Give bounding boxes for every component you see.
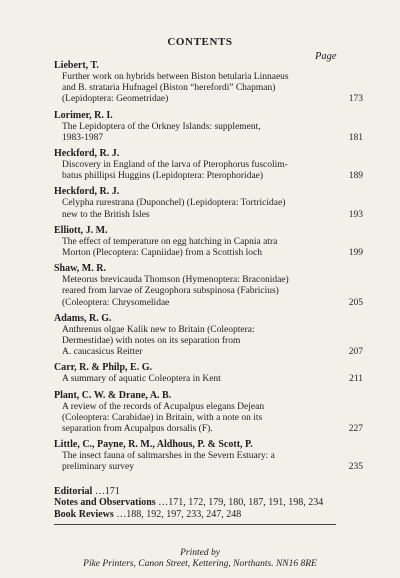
entry-page-number: 199: [348, 248, 363, 259]
entry-title-line: 1983-1987: [62, 132, 104, 143]
contents-entry: [54, 186, 363, 220]
misc-row: [54, 497, 336, 508]
contents-entry: [54, 224, 363, 259]
entry-title-line: reared from larvae of Zeugophora subspinosa (Fabricius): [62, 286, 279, 297]
contents-entry: [54, 362, 363, 385]
entry-page-number: 189: [348, 171, 363, 182]
misc-sections: [54, 486, 336, 520]
entry-title-line: Dermestidae) with notes on its separation from: [62, 336, 241, 347]
entry-title-line: A summary of aquatic Coleoptera in Kent: [62, 374, 221, 385]
entry-title-line: (Coleoptera: Carabidae) in Britain, with a note on its: [62, 412, 263, 423]
entry-title-line: preliminary survey: [62, 462, 135, 473]
entry-page-number: 207: [348, 347, 363, 358]
entry-author: Adams, R. G.: [54, 312, 112, 324]
entry-title-line: A review of the records of Acupalpus elegans Dejean: [62, 401, 265, 412]
entry-author: Plant, C. W. & Drane, A. B.: [54, 389, 172, 401]
entry-title-line: The insect fauna of saltmarshes in the Severn Estuary: a: [62, 451, 275, 462]
entry-author: Carr, R. & Philp, E. G.: [54, 362, 152, 374]
contents-entry: [54, 312, 363, 359]
contents-entry: [54, 60, 363, 106]
entry-author: Lorimer, R. I.: [54, 109, 113, 121]
contents-entry: [54, 109, 363, 144]
entry-page-number: 227: [348, 424, 363, 435]
entry-title-line: Celypha rurestrana (Duponchel) (Lepidoptera: Tortricidae): [62, 198, 286, 209]
leader-dots: …: [92, 486, 105, 497]
entry-author: Shaw, M. R.: [54, 263, 106, 275]
entry-title-line: Morton (Plecoptera: Capniidae) from a Scottish loch: [62, 248, 262, 259]
divider-rule: [54, 524, 336, 525]
entry-title-line: separation from Acupalpus dorsalis (F).: [62, 424, 213, 435]
contents-entry: [54, 263, 363, 309]
contents-heading: CONTENTS: [167, 36, 233, 48]
entry-title-line: The Lepidoptera of the Orkney Islands: supplement,: [62, 121, 261, 132]
entry-title-line: Anthrenus olgae Kalik new to Britain (Coleoptera:: [62, 324, 255, 335]
contents-list: [54, 60, 363, 478]
printer-line-1: Printed by: [180, 548, 220, 558]
misc-pages: 171: [104, 486, 120, 497]
misc-pages: 188, 192, 197, 233, 247, 248: [126, 508, 242, 520]
contents-entry: [54, 148, 363, 182]
leader-dots: …: [155, 497, 169, 509]
entry-title-line: Further work on hybrids between Biston betularia Linnaeus: [62, 72, 289, 82]
misc-label: Book Reviews: [54, 508, 114, 520]
entry-author: Heckford, R. J.: [54, 186, 120, 198]
contents-entry: [54, 389, 363, 436]
misc-label: Notes and Observations: [54, 497, 156, 509]
entry-page-number: 173: [348, 94, 363, 105]
misc-row: [54, 486, 336, 497]
entry-title-line: (Coleoptera: Chrysomelidae: [62, 297, 170, 308]
entry-title-line: batus phillipsi Huggins (Lepidoptera: Pterophoridae): [62, 171, 264, 182]
printer-credit: [0, 548, 400, 570]
contents-entry: [54, 439, 363, 473]
entry-page-number: 235: [348, 462, 363, 473]
entry-title-line: Meteorus brevicauda Thomson (Hymenoptera: Braconidae): [62, 275, 289, 286]
entry-author: Little, C., Payne, R. M., Aldhous, P. & Scott, P.: [54, 439, 253, 451]
entry-author: Elliott, J. M.: [54, 224, 108, 236]
printer-line-2: Pike Printers, Canon Street, Kettering, Northants. NN16 8RE: [83, 559, 317, 569]
entry-title-line: Discovery in England of the larva of Pterophorus fuscolim-: [62, 160, 288, 171]
entry-page-number: 211: [349, 374, 363, 385]
misc-label: Editorial: [54, 486, 93, 497]
entry-page-number: 205: [348, 297, 363, 308]
misc-row: [54, 509, 336, 520]
misc-pages: 171, 172, 179, 180, 187, 191, 198, 234: [168, 497, 324, 509]
entry-title-line: new to the British Isles: [62, 209, 150, 220]
entry-page-number: 181: [348, 132, 363, 143]
entry-title-line: A. caucasicus Reitter: [62, 347, 143, 358]
entry-title-line: and B. strataria Hufnagel (Biston “herefordi” Chapman): [62, 83, 276, 94]
page-column-label: Page: [315, 51, 337, 62]
entry-author: Liebert, T.: [54, 60, 99, 71]
entry-page-number: 193: [348, 209, 363, 220]
leader-dots: …: [113, 508, 127, 520]
entry-title-line: (Lepidoptera: Geometridae): [62, 94, 169, 105]
entry-title-line: The effect of temperature on egg hatching in Capnia atra: [62, 236, 278, 247]
entry-author: Heckford, R. J.: [54, 148, 120, 160]
